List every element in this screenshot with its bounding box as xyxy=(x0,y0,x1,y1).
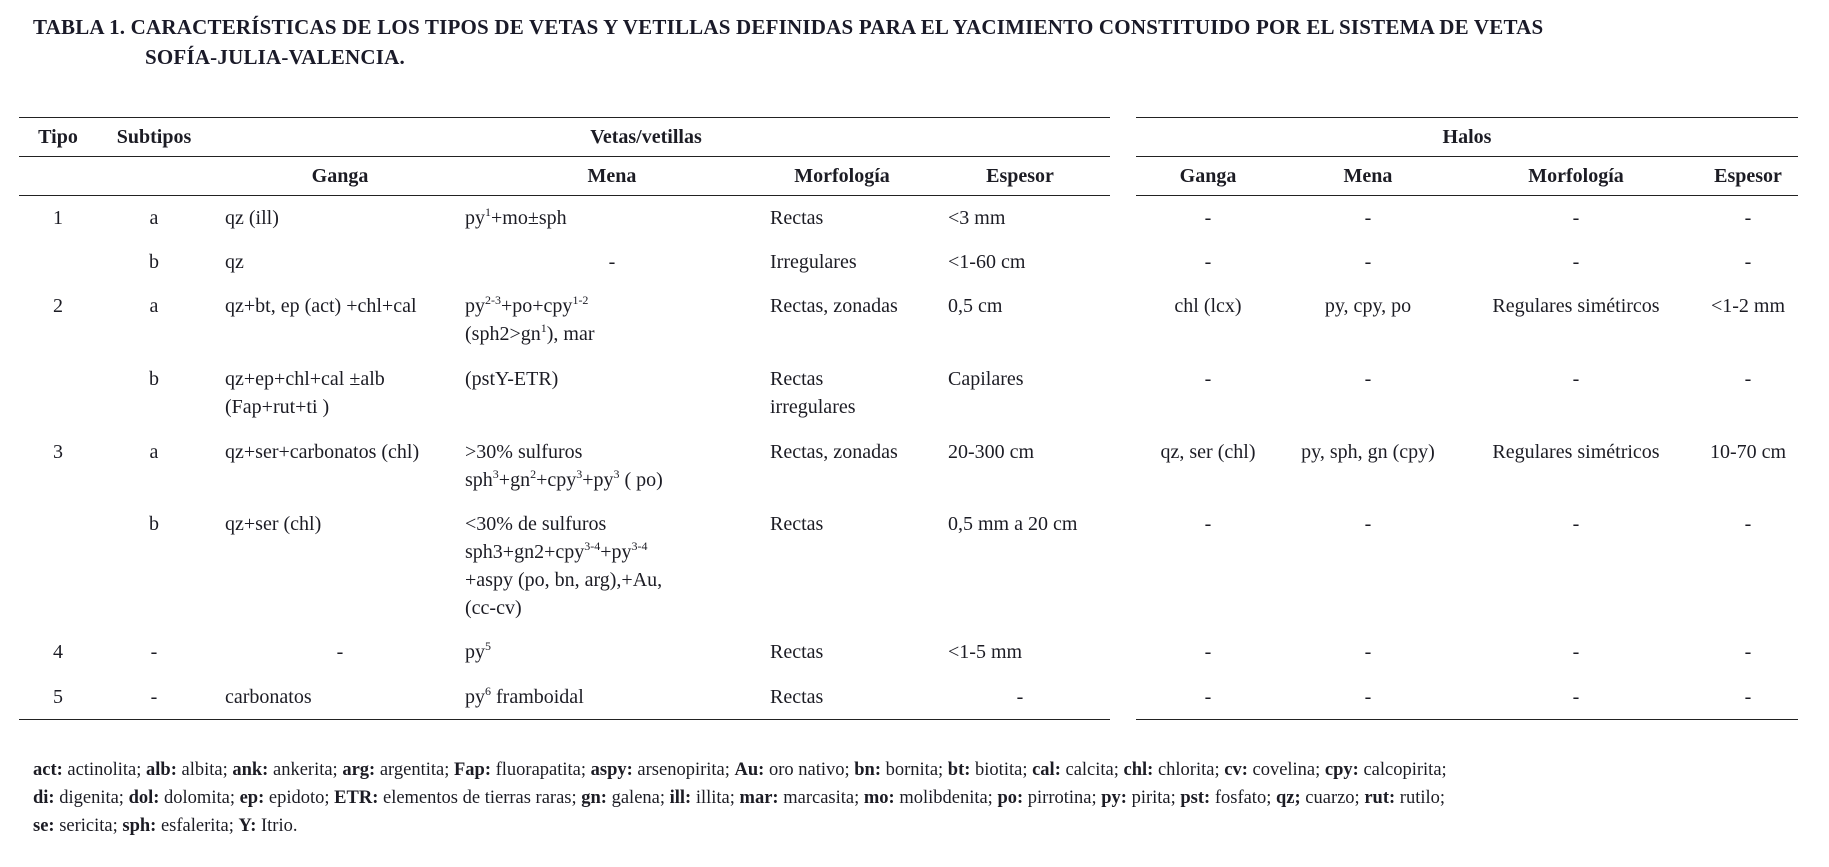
superscript: 2 xyxy=(530,467,537,481)
legend-abbreviation: act: xyxy=(33,760,63,780)
legend-entry xyxy=(1325,760,1447,780)
legend-entry xyxy=(1276,788,1360,808)
cell-halo-ganga: chl (lcx) xyxy=(1174,295,1242,317)
superscript: 3 xyxy=(576,467,583,481)
cell-tipo: 3 xyxy=(53,441,63,463)
superscript: 1 xyxy=(485,205,491,219)
legend-entry xyxy=(232,760,337,780)
legend-abbreviation: chl: xyxy=(1123,760,1154,780)
text-segment: carbonatos xyxy=(225,686,312,708)
legend-abbreviation: cv: xyxy=(1224,760,1248,780)
cell-halo-morfologia: - xyxy=(1572,641,1580,663)
cell-mena xyxy=(465,510,606,538)
cell-espesor: <1-5 mm xyxy=(948,641,1023,663)
cell-ganga xyxy=(225,683,312,711)
cell-halo-morfologia: Regulares simétricos xyxy=(1492,441,1660,463)
cell-halo-espesor: - xyxy=(1744,686,1752,708)
legend-entry xyxy=(33,788,124,808)
cell-espesor: Capilares xyxy=(948,368,1024,390)
legend-definition: illita; xyxy=(691,788,735,808)
legend-entry xyxy=(1124,760,1220,780)
legend-abbreviation: rut: xyxy=(1364,788,1396,808)
legend-entry xyxy=(239,816,298,836)
text-segment: py xyxy=(465,686,485,708)
cell-halo-morfologia: - xyxy=(1572,686,1580,708)
cell-subtipo: b xyxy=(149,368,159,390)
cell-ganga xyxy=(225,248,244,276)
header-halos: Halos xyxy=(1442,126,1492,148)
cell-morfologia: Rectas xyxy=(770,513,824,535)
legend-entry xyxy=(854,760,943,780)
cell-mena xyxy=(465,683,584,711)
legend-entry xyxy=(1180,788,1271,808)
legend-definition: oro nativo; xyxy=(764,760,850,780)
legend-abbreviation: gn: xyxy=(581,788,607,808)
legend-entry xyxy=(864,788,993,808)
cell-halo-ganga: - xyxy=(1204,251,1212,273)
cell-halo-morfologia: Regulares simétircos xyxy=(1492,295,1660,317)
halos-group-rule xyxy=(1136,156,1798,157)
cell-morfologia: Rectas, zonadas xyxy=(770,441,898,463)
legend-abbreviation: aspy: xyxy=(590,760,633,780)
cell-subtipo: - xyxy=(150,641,158,663)
legend-entry xyxy=(33,816,118,836)
cell-halo-espesor: - xyxy=(1744,513,1752,535)
text-segment: +gn xyxy=(498,469,531,491)
cell-tipo: 4 xyxy=(53,641,63,663)
cell-mena: - xyxy=(608,251,616,273)
header-vetas-ganga: Ganga xyxy=(311,165,369,187)
cell-mena xyxy=(465,566,662,594)
legend-entry xyxy=(735,760,850,780)
legend-definition: pirita; xyxy=(1126,788,1176,808)
legend-abbreviation: pst: xyxy=(1180,788,1211,808)
legend-definition: bornita; xyxy=(881,760,944,780)
text-segment: +cpy xyxy=(536,469,577,491)
legend-definition: covelina; xyxy=(1247,760,1321,780)
cell-halo-espesor: - xyxy=(1744,207,1752,229)
legend-entry xyxy=(948,760,1028,780)
legend-entry xyxy=(591,760,730,780)
text-segment: >30% sulfuros xyxy=(465,441,583,463)
legend-entry xyxy=(454,760,586,780)
legend-definition: epidoto; xyxy=(264,788,330,808)
legend-definition: arsenopirita; xyxy=(632,760,730,780)
legend-entry xyxy=(997,788,1096,808)
legend-definition: marcasita; xyxy=(778,788,860,808)
text-segment: qz+ep+chl+cal ±alb xyxy=(225,368,385,390)
vetas-header-rule xyxy=(19,195,1110,196)
legend-definition: dolomita; xyxy=(159,788,235,808)
cell-halo-mena: - xyxy=(1364,368,1372,390)
legend-definition: calcopirita; xyxy=(1358,760,1447,780)
cell-halo-mena: py, cpy, po xyxy=(1324,295,1412,317)
superscript: 5 xyxy=(485,639,491,653)
header-vetas-morfologia: Morfología xyxy=(794,165,890,187)
legend-abbreviation: Au: xyxy=(734,760,765,780)
legend-abbreviation: ill: xyxy=(669,788,692,808)
cell-halo-mena: - xyxy=(1364,207,1372,229)
superscript: 3-4 xyxy=(584,539,601,553)
cell-mena xyxy=(465,594,522,622)
cell-halo-ganga: qz, ser (chl) xyxy=(1160,441,1256,463)
superscript: 3-4 xyxy=(631,539,648,553)
legend-abbreviation: mar: xyxy=(739,788,779,808)
legend-entry xyxy=(1364,788,1445,808)
cell-espesor: 0,5 cm xyxy=(948,295,1003,317)
legend-definition: esfalerita; xyxy=(156,816,234,836)
cell-tipo: 5 xyxy=(53,686,63,708)
legend-abbreviation: qz; xyxy=(1275,788,1301,808)
text-segment: py xyxy=(465,641,485,663)
legend-entry xyxy=(1224,760,1320,780)
cell-ganga xyxy=(225,393,329,421)
legend-abbreviation: po: xyxy=(997,788,1024,808)
cell-halo-espesor: 10-70 cm xyxy=(1709,441,1787,463)
legend-definition: rutilo; xyxy=(1395,788,1446,808)
halos-bottom-rule xyxy=(1136,719,1798,720)
legend-definition: Itrio. xyxy=(256,816,298,836)
cell-halo-morfologia: - xyxy=(1572,513,1580,535)
text-segment: +po+cpy xyxy=(501,295,573,317)
legend-abbreviation: ep: xyxy=(239,788,265,808)
cell-ganga xyxy=(225,510,321,538)
cell-subtipo: a xyxy=(149,441,159,463)
cell-ganga: - xyxy=(336,641,344,663)
cell-halo-morfologia: - xyxy=(1572,207,1580,229)
cell-subtipo: - xyxy=(150,686,158,708)
header-vetas-vetillas: Vetas/vetillas xyxy=(590,126,702,148)
cell-mena xyxy=(465,292,588,320)
cell-mena xyxy=(465,320,595,348)
legend-abbreviation: Fap: xyxy=(453,760,491,780)
cell-halo-mena: - xyxy=(1364,641,1372,663)
text-segment: py xyxy=(465,295,485,317)
cell-mena xyxy=(465,438,582,466)
halos-top-rule xyxy=(1136,117,1798,118)
text-segment: (Fap+rut+ti ) xyxy=(225,396,330,418)
legend-abbreviation: cpy: xyxy=(1324,760,1359,780)
text-segment: qz+ser+carbonatos (chl) xyxy=(225,441,420,463)
legend-entry xyxy=(129,788,235,808)
cell-halo-ganga: - xyxy=(1204,686,1212,708)
halos-header-rule xyxy=(1136,195,1798,196)
superscript: 2-3 xyxy=(485,293,501,307)
cell-mena xyxy=(465,538,648,566)
header-tipo: Tipo xyxy=(38,126,78,148)
legend-entry xyxy=(33,760,141,780)
legend-abbreviation: dol: xyxy=(128,788,160,808)
cell-morfologia: Rectas xyxy=(770,641,824,663)
cell-morfologia: Irregulares xyxy=(770,251,857,273)
cell-halo-mena: - xyxy=(1364,513,1372,535)
legend-definition: cuarzo; xyxy=(1300,788,1360,808)
text-segment: qz+bt, ep (act) +chl+cal xyxy=(225,295,417,317)
cell-morfologia: Rectas xyxy=(770,207,824,229)
cell-halo-ganga: - xyxy=(1204,207,1212,229)
legend-definition: chlorita; xyxy=(1153,760,1220,780)
legend-definition: actinolita; xyxy=(62,760,142,780)
cell-espesor: - xyxy=(1016,686,1024,708)
cell-halo-morfologia: - xyxy=(1572,251,1580,273)
text-segment: (cc-cv) xyxy=(465,597,522,619)
legend-entry xyxy=(240,788,330,808)
cell-tipo: 1 xyxy=(53,207,63,229)
text-segment: sph3+gn2+cpy xyxy=(465,541,585,563)
cell-morfologia: irregulares xyxy=(770,396,856,418)
cell-halo-ganga: - xyxy=(1204,513,1212,535)
legend-abbreviation: bn: xyxy=(854,760,881,780)
vetas-group-rule xyxy=(19,156,1110,157)
cell-mena xyxy=(465,466,663,494)
cell-halo-espesor: - xyxy=(1744,251,1752,273)
legend-entry xyxy=(740,788,860,808)
legend-entry xyxy=(122,816,234,836)
cell-ganga xyxy=(225,204,279,232)
table-title-line-2: SOFÍA-JULIA-VALENCIA. xyxy=(145,45,405,69)
legend-abbreviation: py: xyxy=(1101,788,1127,808)
text-segment: ( po) xyxy=(619,469,663,491)
text-segment: <30% de sulfuros xyxy=(465,513,607,535)
legend-entry xyxy=(1101,788,1176,808)
superscript: 3 xyxy=(613,467,620,481)
text-segment: ), mar xyxy=(546,323,595,345)
legend-definition: albita; xyxy=(176,760,228,780)
legend-abbreviation: Y: xyxy=(238,816,257,836)
legend-definition: sericita; xyxy=(54,816,118,836)
legend-definition: elementos de tierras raras; xyxy=(378,788,577,808)
legend-definition: digenita; xyxy=(54,788,124,808)
cell-morfologia: Rectas, zonadas xyxy=(770,295,898,317)
table-title xyxy=(33,12,1813,72)
vetas-bottom-rule xyxy=(19,719,1110,720)
cell-subtipo: a xyxy=(149,207,159,229)
legend-entry xyxy=(334,788,576,808)
legend-definition: argentita; xyxy=(375,760,450,780)
cell-halo-ganga: - xyxy=(1204,368,1212,390)
legend-abbreviation: ank: xyxy=(232,760,269,780)
text-segment: +py xyxy=(582,469,614,491)
cell-espesor: <1-60 cm xyxy=(948,251,1026,273)
cell-morfologia: Rectas xyxy=(770,368,824,390)
legend-entry xyxy=(1032,760,1119,780)
cell-mena xyxy=(465,204,567,232)
legend-entry xyxy=(670,788,735,808)
legend-definition: calcita; xyxy=(1060,760,1119,780)
header-vetas-mena: Mena xyxy=(587,165,637,187)
legend-definition: biotita; xyxy=(970,760,1028,780)
cell-espesor: <3 mm xyxy=(948,207,1006,229)
legend-abbreviation: se: xyxy=(33,816,55,836)
cell-halo-mena: - xyxy=(1364,686,1372,708)
cell-espesor: 20-300 cm xyxy=(948,441,1035,463)
cell-subtipo: b xyxy=(149,513,159,535)
text-segment: +py xyxy=(600,541,632,563)
superscript: 3 xyxy=(492,467,499,481)
legend-abbreviation: cal: xyxy=(1032,760,1061,780)
cell-ganga xyxy=(225,292,417,320)
cell-subtipo: a xyxy=(149,295,159,317)
superscript: 1 xyxy=(540,321,547,335)
header-subtipos: Subtipos xyxy=(116,126,192,148)
cell-tipo: 2 xyxy=(53,295,63,317)
cell-halo-mena: - xyxy=(1364,251,1372,273)
legend-definition: molibdenita; xyxy=(894,788,993,808)
abbreviations-legend xyxy=(33,756,1813,840)
cell-halo-mena: py, sph, gn (cpy) xyxy=(1301,441,1435,463)
superscript: 1-2 xyxy=(572,293,589,307)
legend-abbreviation: alb: xyxy=(146,760,177,780)
legend-definition: ankerita; xyxy=(268,760,338,780)
cell-mena xyxy=(465,638,491,666)
header-vetas-espesor: Espesor xyxy=(986,165,1054,187)
text-segment: py xyxy=(465,207,485,229)
table-title-line-1: TABLA 1. CARACTERÍSTICAS DE LOS TIPOS DE VETAS Y VETILLAS DEFINIDAS PARA EL YACIMIENTO CONSTITUIDO POR EL SISTEMA DE VETAS xyxy=(33,15,1544,39)
legend-definition: pirrotina; xyxy=(1023,788,1097,808)
text-segment: +mo±sph xyxy=(491,207,567,229)
legend-abbreviation: di: xyxy=(33,788,55,808)
cell-halo-ganga: - xyxy=(1204,641,1212,663)
text-segment: qz+ser (chl) xyxy=(225,513,322,535)
cell-halo-espesor: - xyxy=(1744,368,1752,390)
cell-mena xyxy=(465,365,558,393)
cell-morfologia: Rectas xyxy=(770,686,824,708)
legend-abbreviation: sph: xyxy=(122,816,157,836)
legend-abbreviation: ETR: xyxy=(334,788,379,808)
cell-subtipo: b xyxy=(149,251,159,273)
legend-entry xyxy=(342,760,449,780)
legend-definition: fluorapatita; xyxy=(490,760,587,780)
legend-entry xyxy=(581,788,665,808)
cell-ganga xyxy=(225,365,385,393)
header-halos-morfologia: Morfología xyxy=(1528,165,1624,187)
header-halos-espesor: Espesor xyxy=(1714,165,1782,187)
text-segment: (sph2>gn xyxy=(465,323,541,345)
superscript: 6 xyxy=(485,684,491,698)
legend-entry xyxy=(146,760,228,780)
legend-definition: fosfato; xyxy=(1210,788,1272,808)
cell-halo-espesor: - xyxy=(1744,641,1752,663)
text-segment: framboidal xyxy=(491,686,584,708)
cell-ganga xyxy=(225,438,419,466)
legend-definition: galena; xyxy=(606,788,666,808)
legend-abbreviation: bt: xyxy=(947,760,971,780)
text-segment: (pstY-ETR) xyxy=(465,368,559,390)
text-segment: sph xyxy=(465,469,493,491)
header-halos-mena: Mena xyxy=(1343,165,1393,187)
legend-abbreviation: arg: xyxy=(342,760,376,780)
cell-espesor: 0,5 mm a 20 cm xyxy=(948,513,1078,535)
header-halos-ganga: Ganga xyxy=(1179,165,1237,187)
vetas-top-rule xyxy=(19,117,1110,118)
legend-abbreviation: mo: xyxy=(863,788,895,808)
text-segment: +aspy (po, bn, arg),+Au, xyxy=(465,569,663,591)
cell-halo-espesor: <1-2 mm xyxy=(1710,295,1786,317)
text-segment: qz (ill) xyxy=(225,207,279,229)
text-segment: qz xyxy=(225,251,244,273)
cell-halo-morfologia: - xyxy=(1572,368,1580,390)
